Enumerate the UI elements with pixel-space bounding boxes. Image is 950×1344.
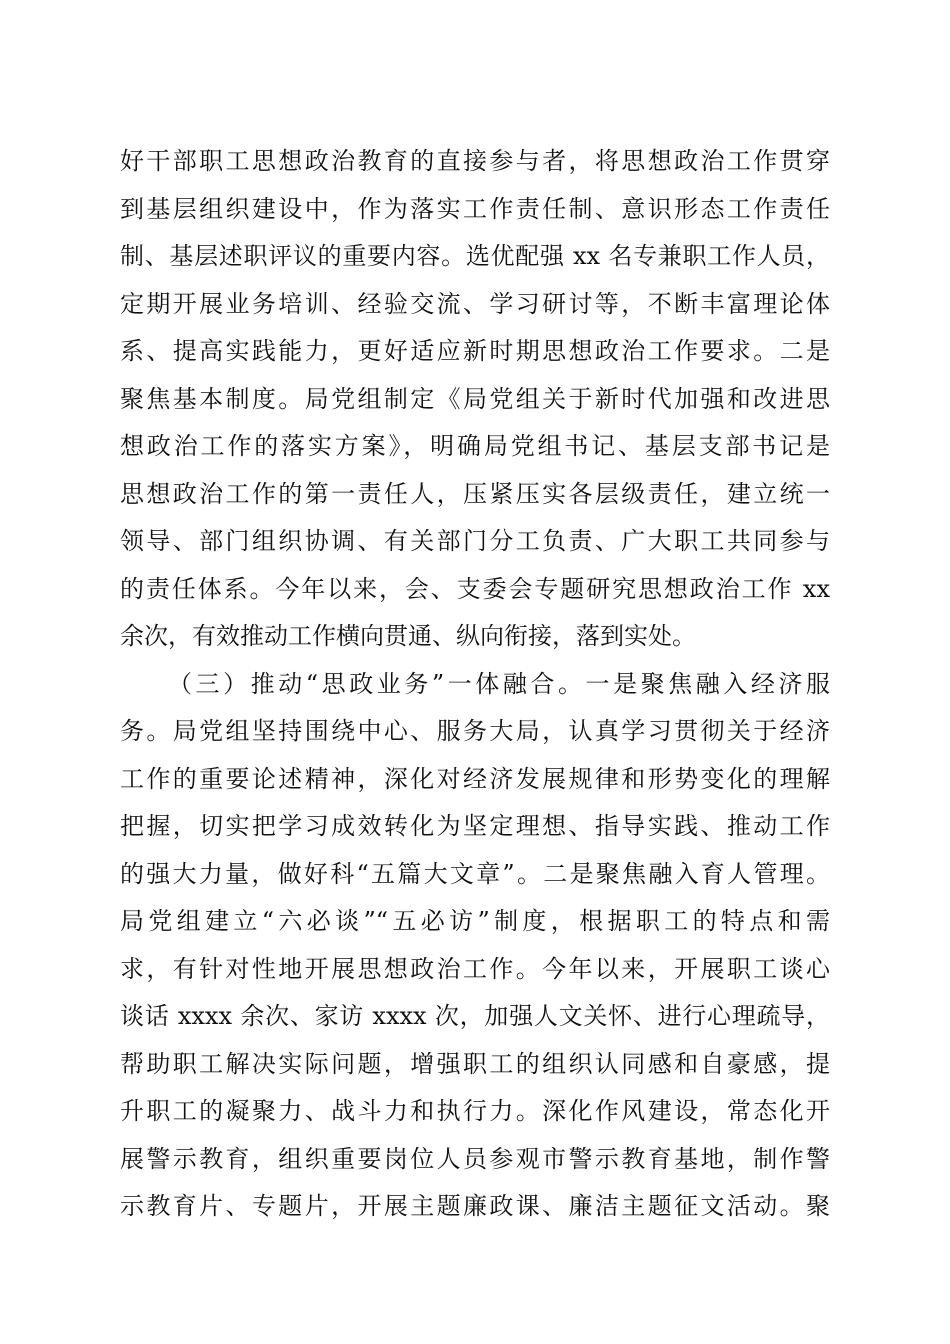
body-text (120, 138, 830, 1231)
text-line: 到基层组织建设中，作为落实工作责任制、意识形态工作责任 (120, 194, 830, 223)
text-line: 领导、部门组织协调、有关部门分工负责、广大职工共同参与 (120, 527, 830, 555)
text-line: 工作的重要论述精神，深化对经济发展规律和形势变化的理解 (120, 764, 830, 793)
text-line: 余次，有效推动工作横向贯通、纵向衔接，落到实处。 (120, 622, 696, 650)
text-line: 局党组建立“六必谈”“五必访”制度，根据职工的特点和需 (120, 907, 830, 935)
text-line: 务。局党组坚持围绕中心、服务大局，认真学习贯彻关于经济 (120, 717, 830, 745)
text-line: 制、基层述职评议的重要内容。选优配强 xx 名专兼职工作人员， (120, 242, 830, 270)
text-line: 系、提高实践能力，更好适应新时期思想政治工作要求。二是 (120, 337, 830, 365)
section-heading-line: （三）推动“思政业务”一体融合。一是聚焦融入经济服 (168, 669, 830, 698)
text-line: 思想政治工作的第一责任人，压紧压实各层级责任，建立统一 (120, 479, 830, 508)
text-line: 想政治工作的落实方案》，明确局党组书记、基层支部书记是 (120, 432, 830, 460)
text-line: 升职工的凝聚力、战斗力和执行力。深化作风建设，常态化开 (120, 1097, 830, 1125)
text-line: 谈话 xxxx 余次、家访 xxxx 次，加强人文关怀、进行心理疏导， (120, 1002, 830, 1030)
text-line: 示教育片、专题片，开展主题廉政课、廉洁主题征文活动。聚 (120, 1192, 830, 1220)
text-line: 定期开展业务培训、经验交流、学习研讨等，不断丰富理论体 (120, 289, 830, 318)
text-line: 的强大力量，做好科“五篇大文章”。二是聚焦融入育人管理。 (120, 859, 830, 888)
text-line: 求，有针对性地开展思想政治工作。今年以来，开展职工谈心 (120, 954, 830, 983)
text-line: 的责任体系。今年以来，会、支委会专题研究思想政治工作 xx (120, 574, 830, 603)
text-line: 帮助职工解决实际问题，增强职工的组织认同感和自豪感，提 (120, 1049, 830, 1078)
text-line: 好干部职工思想政治教育的直接参与者，将思想政治工作贯穿 (120, 147, 830, 175)
text-line: 展警示教育，组织重要岗位人员参观市警示教育基地，制作警 (120, 1144, 830, 1173)
text-line: 聚焦基本制度。局党组制定《局党组关于新时代加强和改进思 (120, 384, 830, 413)
text-line: 把握，切实把学习成效转化为坚定理想、指导实践、推动工作 (120, 812, 830, 840)
